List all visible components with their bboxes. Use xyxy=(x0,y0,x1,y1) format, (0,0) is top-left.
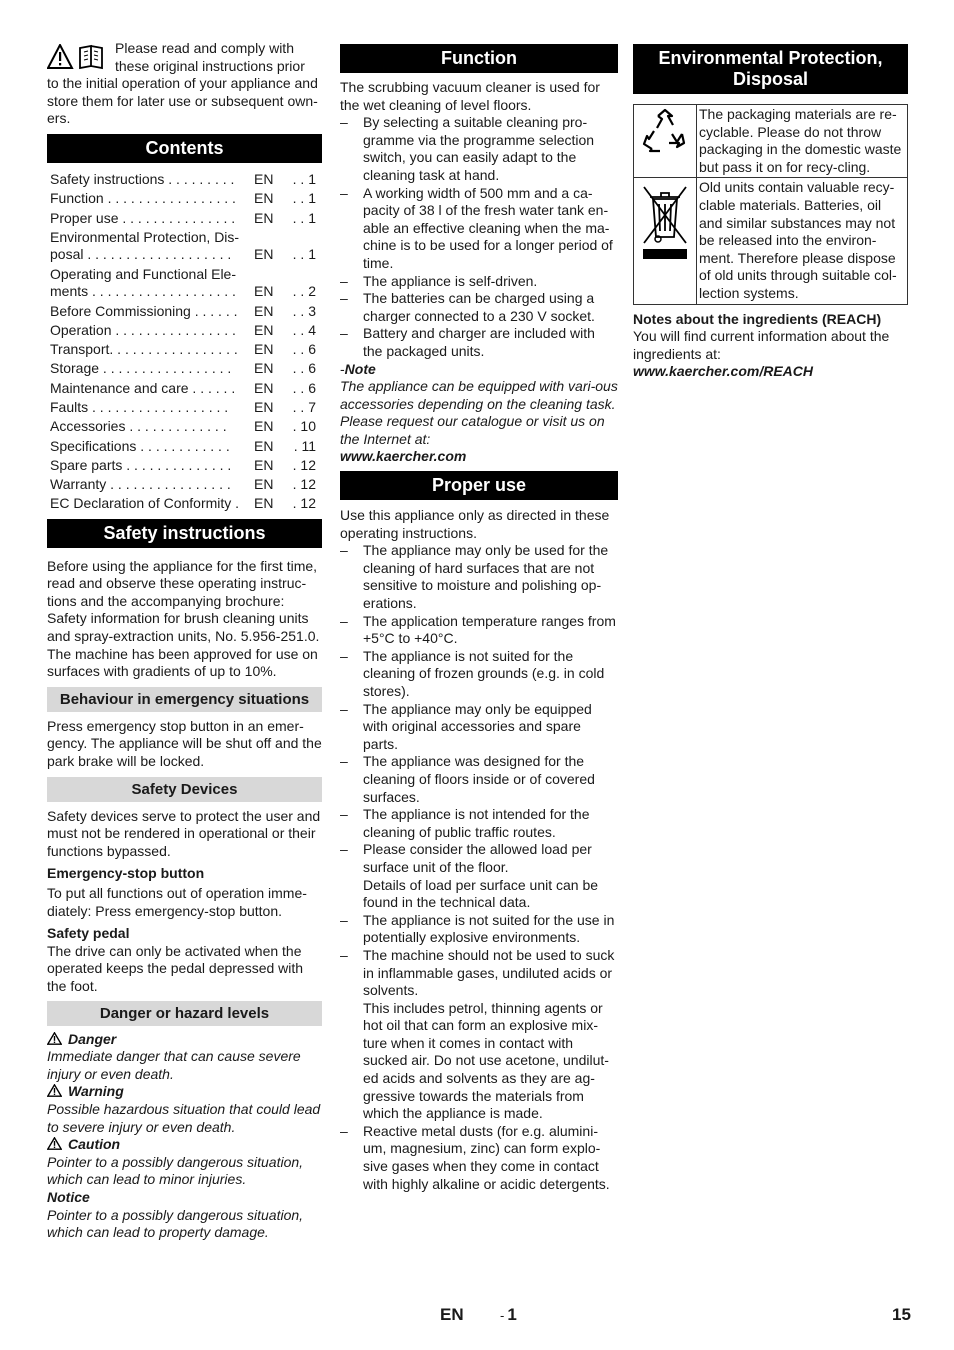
toc-row xyxy=(47,495,322,514)
safety-pedal-title: Safety pedal xyxy=(47,925,130,942)
emergency-stop-title: Emergency-stop button xyxy=(47,865,205,882)
intro-line2: to the initial operation of your appliance and store them for later use or subsequent own-ers. xyxy=(47,75,318,127)
toc-entry-title: Proper use . . . . . . . . . . . . . . . xyxy=(50,209,236,226)
caution-title: Caution xyxy=(68,1136,121,1153)
footer-page-marker-number: 1 xyxy=(507,1305,517,1324)
recycle-icon-cell xyxy=(634,105,697,178)
toc-row xyxy=(47,360,322,379)
footer-page-number: 15 xyxy=(892,1305,911,1324)
note-text-2: Please request our catalogue or visit us on the Internet at: xyxy=(340,413,605,447)
list-item: – The appliance is not suited for the cleaning of frozen grounds (e.g. in cold stores). xyxy=(340,648,618,701)
toc-row xyxy=(47,210,322,229)
toc-entry-language: EN xyxy=(254,246,274,263)
toc-entry-title: Warranty . . . . . . . . . . . . . . . . xyxy=(50,476,231,493)
toc-entry-language: EN xyxy=(254,341,274,358)
contents-heading: Contents xyxy=(47,134,322,163)
toc-entry-title: Spare parts . . . . . . . . . . . . . . xyxy=(50,456,232,473)
toc-entry-language: EN xyxy=(254,171,274,187)
function-heading: Function xyxy=(340,44,618,73)
toc-entry-page: . . 6 xyxy=(292,379,316,396)
list-item: – The appliance is not intended for the cleaning of public traffic routes. xyxy=(340,806,618,841)
toc-entry-page: . . 2 xyxy=(292,283,316,300)
proper-use-intro: Use this appliance only as directed in these operating instructions. xyxy=(340,507,610,541)
toc-entry-page: . 11 xyxy=(293,437,316,454)
proper-use-list xyxy=(340,542,618,1193)
toc-entry-page: . . 1 xyxy=(292,190,316,207)
intro-block xyxy=(47,40,322,128)
toc-entry-page: . . 1 xyxy=(292,171,316,187)
list-item: – Battery and charger are included with the packaged units. xyxy=(340,325,618,360)
recycle-icon xyxy=(638,149,692,165)
danger-text: Immediate danger that can cause severe injury or even death. xyxy=(47,1048,301,1082)
toc-row xyxy=(47,418,322,437)
toc-row xyxy=(47,229,322,266)
toc-entry-title: Environmental Protection, Dis-posal . . . . . . . . . . . . . . . . . . . xyxy=(50,228,240,263)
toc-entry-language: EN xyxy=(254,495,274,512)
safety-paragraph-1: Before using the appliance for the first time, read and observe these operating instruc-tions and the accompanying brochure: Safety information for brush cleaning units and spray-extraction units, No. 5.956-251.0. xyxy=(47,557,320,645)
toc-entry-title: Specifications . . . . . . . . . . . . xyxy=(50,437,230,454)
list-item: – The appliance is not suited for the use in potentially explosive environments. xyxy=(340,912,618,947)
crossed-bin-icon-cell xyxy=(634,178,697,304)
toc-entry-page: . . 3 xyxy=(292,302,316,319)
toc-entry-language: EN xyxy=(254,476,274,493)
list-item: – The appliance may only be equipped with original accessories and spare parts. xyxy=(340,701,618,754)
warning-triangle-icon xyxy=(47,1084,62,1097)
load-item-text: – Please consider the allowed load per surface unit of the floor. xyxy=(363,841,592,875)
gases-item-text: – The machine should not be used to suck in inflammable gases, undiluted acids or solvents. xyxy=(363,946,615,999)
reach-title: Notes about the ingredients (REACH) xyxy=(633,310,882,327)
list-item xyxy=(340,841,618,911)
toc-entry-title: Before Commissioning . . . . . . xyxy=(50,302,238,319)
toc-entry-page: . . 6 xyxy=(292,341,316,358)
caution-line xyxy=(47,1136,322,1154)
reach-text: You will find current information about the ingredients at: xyxy=(633,328,890,362)
hazard-levels-heading: Danger or hazard levels xyxy=(47,1001,322,1026)
toc-row xyxy=(47,380,322,399)
gases-item-detail: This includes petrol, thinning agents or hot oil that can form an explosive mix-ture when it comes in contact with sucked air. Do not use acetone, undilut-ed acids and solvents as they are ag-gressive towards the materials from which the appliance is made. xyxy=(363,999,609,1122)
emergency-heading: Behaviour in emergency situations xyxy=(47,687,322,712)
contents-table xyxy=(47,171,322,515)
column-left xyxy=(47,40,322,1242)
list-item xyxy=(340,947,618,1123)
list-item: – By selecting a suitable cleaning pro-gramme via the programme selection switch, you can easily adapt to the cleaning task at hand. xyxy=(340,114,618,184)
list-item: – The appliance was designed for the cleaning of floors inside or of covered surfaces. xyxy=(340,753,618,806)
note-title xyxy=(340,361,618,379)
toc-entry-language: EN xyxy=(254,437,274,454)
toc-row xyxy=(47,171,322,190)
kaercher-link[interactable]: www.kaercher.com xyxy=(340,448,467,465)
reach-link[interactable]: www.kaercher.com/REACH xyxy=(633,363,813,380)
toc-row xyxy=(47,399,322,418)
toc-entry-page: . . 1 xyxy=(292,209,316,226)
environment-heading: Environmental Protection, Disposal xyxy=(633,44,908,94)
toc-entry-language: EN xyxy=(254,190,274,207)
load-item-detail: Details of load per surface unit can be found in the technical data. xyxy=(363,876,599,911)
safety-pedal-text: The drive can only be activated when the operated keeps the pedal depressed with the foot. xyxy=(47,942,304,994)
toc-row xyxy=(47,190,322,209)
proper-use-heading: Proper use xyxy=(340,471,618,500)
note-prefix: - xyxy=(340,360,345,377)
warning-manual-icon xyxy=(47,44,109,70)
toc-entry-language: EN xyxy=(254,321,274,338)
intro-line1: Please read and comply with these original instructions prior xyxy=(115,40,305,74)
safety-devices-heading: Safety Devices xyxy=(47,777,322,802)
toc-entry-title: Operating and Functional Ele-ments . . . . . . . . . . . . . . . . . . . xyxy=(50,265,236,300)
list-item: – The application temperature ranges from +5°C to +40°C. xyxy=(340,613,618,648)
toc-entry-page: . 12 xyxy=(292,495,316,512)
safety-devices-text: Safety devices serve to protect the user and must not be rendered in operational or their functions bypassed. xyxy=(47,807,321,859)
toc-entry-language: EN xyxy=(254,283,274,300)
toc-entry-language: EN xyxy=(254,418,274,435)
old-units-disposal-text: Old units contain valuable recy-clable materials. Batteries, oil and similar substances may not be released into the environ-ment. Therefore please dispose of old units through suitable col-lection systems. xyxy=(697,178,908,304)
toc-row xyxy=(47,322,322,341)
toc-entry-title: EC Declaration of Conformity . xyxy=(50,495,240,512)
danger-line xyxy=(47,1031,322,1049)
note-text-1: The appliance can be equipped with vari-ous accessories depending on the cleaning task. xyxy=(340,378,618,412)
note-label: Note xyxy=(344,360,376,377)
table-row xyxy=(634,178,908,304)
toc-entry-language: EN xyxy=(254,360,274,377)
list-item: – Reactive metal dusts (for e.g. alumini-um, magnesium, zinc) can form explo-sive gases when they come in contact with highly alkaline or acidic detergents. xyxy=(340,1123,618,1193)
toc-entry-title: Function . . . . . . . . . . . . . . . . . xyxy=(50,190,236,207)
column-middle xyxy=(340,44,618,1193)
toc-entry-page: . . 1 xyxy=(292,246,316,263)
emergency-stop-text: To put all functions out of operation imme-diately: Press emergency-stop button. xyxy=(47,885,307,919)
function-intro: The scrubbing vacuum cleaner is used for the wet cleaning of level floors. xyxy=(340,79,600,113)
toc-entry-page: . 10 xyxy=(292,418,316,435)
warning-line xyxy=(47,1083,322,1101)
footer-language: EN xyxy=(440,1305,464,1324)
toc-entry-title: Transport. . . . . . . . . . . . . . . . . xyxy=(50,341,238,358)
crossed-bin-icon xyxy=(638,250,692,266)
toc-row xyxy=(47,476,322,495)
toc-entry-title: Faults . . . . . . . . . . . . . . . . . . xyxy=(50,399,229,415)
list-item: – The appliance may only be used for the cleaning of hard surfaces that are not sensitive to moisture and polishing op-erations. xyxy=(340,542,618,612)
function-list xyxy=(340,114,618,360)
toc-entry-title: Safety instructions . . . . . . . . . xyxy=(50,171,235,187)
list-item: – The batteries can be charged using a charger connected to a 230 V socket. xyxy=(340,290,618,325)
warning-triangle-icon xyxy=(47,1032,62,1045)
toc-entry-title: Storage . . . . . . . . . . . . . . . . . xyxy=(50,360,232,377)
toc-row xyxy=(47,341,322,360)
notice-text: Pointer to a possibly dangerous situation, which can lead to property damage. xyxy=(47,1206,304,1241)
warning-title: Warning xyxy=(68,1083,124,1100)
table-row xyxy=(634,105,908,178)
column-right xyxy=(633,44,908,381)
danger-title: Danger xyxy=(68,1030,117,1047)
toc-row xyxy=(47,303,322,322)
environment-table xyxy=(633,104,908,305)
toc-entry-title: Maintenance and care . . . . . . xyxy=(50,379,236,396)
footer-page-marker: - 1 xyxy=(500,1305,517,1324)
toc-entry-page: . 12 xyxy=(292,476,316,493)
toc-row xyxy=(47,457,322,476)
warning-text: Possible hazardous situation that could lead to severe injury or even death. xyxy=(47,1100,321,1135)
toc-entry-title: Operation . . . . . . . . . . . . . . . . xyxy=(50,321,236,338)
toc-entry-language: EN xyxy=(254,456,274,473)
toc-entry-page: . . 4 xyxy=(292,321,316,338)
warning-triangle-icon xyxy=(47,1137,62,1150)
notice-title: Notice xyxy=(47,1188,90,1205)
caution-text: Pointer to a possibly dangerous situation, which can lead to minor injuries. xyxy=(47,1153,304,1188)
safety-heading: Safety instructions xyxy=(47,519,322,548)
packaging-recycle-text: The packaging materials are re-cyclable. Please do not throw packaging in the domestic waste but pass it on for recy-cling. xyxy=(697,105,908,178)
toc-entry-title: Accessories . . . . . . . . . . . . . xyxy=(50,418,227,435)
toc-entry-language: EN xyxy=(254,302,274,319)
toc-entry-language: EN xyxy=(254,209,274,226)
list-item: – A working width of 500 mm and a ca-pacity of 38 l of the fresh water tank en-able an effective cleaning when the ma-chine is to be used for a longer period of time. xyxy=(340,185,618,273)
toc-entry-page: . 12 xyxy=(292,456,316,473)
safety-paragraph-2: The machine has been approved for use on surfaces with gradients of up to 10%. xyxy=(47,645,318,680)
list-item: – The appliance is self-driven. xyxy=(340,273,618,291)
emergency-text: Press emergency stop button in an emer-gency. The appliance will be shut off and the park brake will be locked. xyxy=(47,717,322,770)
toc-entry-language: EN xyxy=(254,399,274,415)
toc-entry-page: . . 7 xyxy=(292,399,316,415)
toc-row xyxy=(47,438,322,457)
toc-entry-page: . . 6 xyxy=(292,360,316,377)
toc-row xyxy=(47,266,322,303)
toc-entry-language: EN xyxy=(254,379,274,396)
